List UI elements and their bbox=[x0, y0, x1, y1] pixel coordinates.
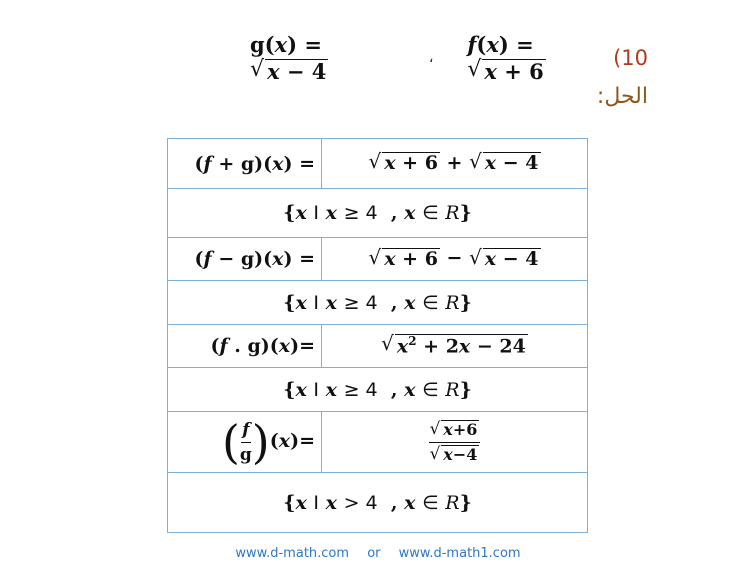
table-row bbox=[168, 238, 588, 281]
table-row bbox=[168, 281, 588, 325]
problem-number: (10 bbox=[613, 46, 648, 70]
table-row bbox=[168, 189, 588, 238]
quotient-label: ( $\frac{f}{g}$ )(x)= bbox=[168, 412, 322, 473]
table-row bbox=[168, 473, 588, 533]
footer-or: or bbox=[367, 546, 381, 561]
footer-link-1[interactable]: www.d-math.com bbox=[235, 546, 350, 561]
table-row bbox=[168, 139, 588, 189]
f-definition: f(x) = √ x + 6 bbox=[467, 31, 544, 84]
product-label: (f . g)(x)= bbox=[168, 325, 322, 368]
sum-domain: {x I x ≥ 4 , x ∈ R} bbox=[168, 189, 588, 238]
difference-expression: √ x + 6 − √ x − 4 bbox=[322, 238, 588, 281]
solution-table bbox=[167, 138, 588, 533]
quotient-expression: √ x+6 √ x−4 bbox=[322, 412, 588, 473]
g-definition: g(x) = √ x − 4 bbox=[250, 31, 327, 84]
problem-statement bbox=[250, 31, 648, 84]
difference-domain: {x I x ≥ 4 , x ∈ R} bbox=[168, 281, 588, 325]
table-row bbox=[168, 368, 588, 412]
sqrt-g: √ x − 4 bbox=[250, 56, 327, 84]
footer-link-2[interactable]: www.d-math1.com bbox=[398, 546, 521, 561]
sum-label: (f + g)(x) = bbox=[168, 139, 322, 189]
sum-expression: √ x + 6 + √ x − 4 bbox=[322, 139, 588, 189]
table-row bbox=[168, 412, 588, 473]
product-expression: √ $x^2 + 2x - 24$ bbox=[322, 325, 588, 368]
solution-label: الحل: bbox=[596, 84, 648, 109]
separator: ، bbox=[428, 50, 434, 66]
table-row bbox=[168, 325, 588, 368]
difference-label: (f − g)(x) = bbox=[168, 238, 322, 281]
quotient-domain: {x I x > 4 , x ∈ R} bbox=[168, 473, 588, 533]
sqrt-f: √ x + 6 bbox=[467, 56, 544, 84]
footer bbox=[0, 546, 756, 561]
product-domain: {x I x ≥ 4 , x ∈ R} bbox=[168, 368, 588, 412]
